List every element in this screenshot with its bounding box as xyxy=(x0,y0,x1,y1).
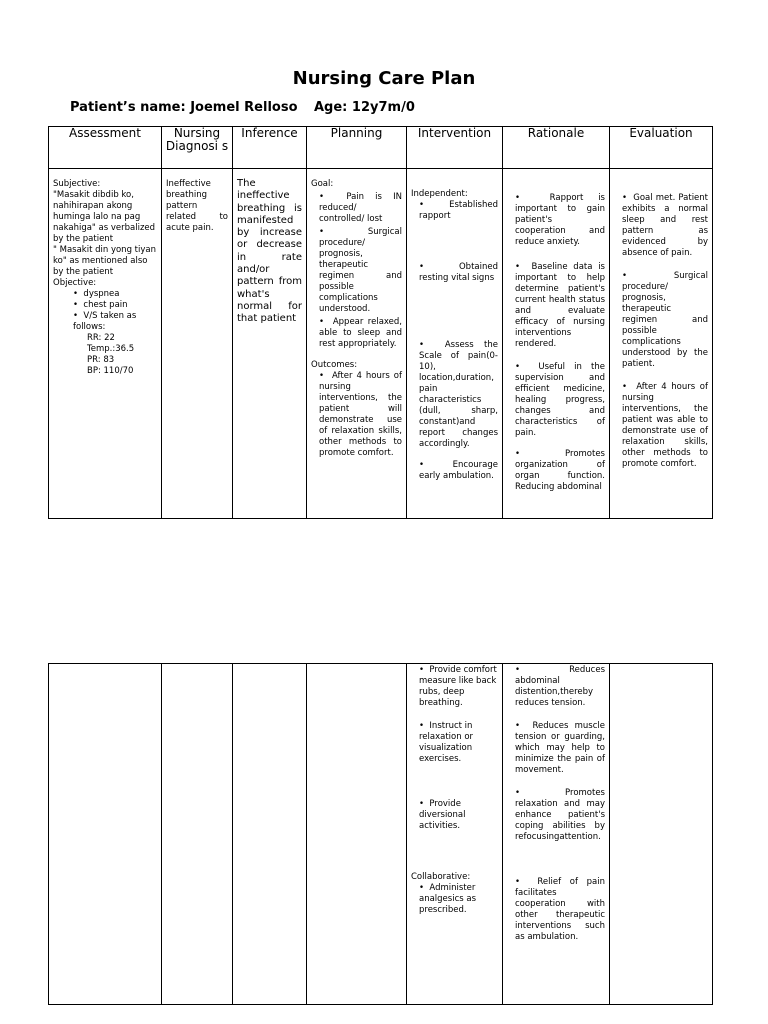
goal-item: • Pain is IN reduced/ controlled/ lost xyxy=(311,192,402,225)
care-plan-continuation-table xyxy=(48,663,713,1005)
header-intervention: Intervention xyxy=(407,127,503,169)
intervention-cell xyxy=(407,664,503,1005)
evaluation-item: • After 4 hours of nursing interventions, the patient was able to demonstrate use of relaxation skills, other methods to promote comfort. xyxy=(614,382,708,470)
intervention-item: • Established rapport xyxy=(411,200,498,222)
evaluation-cell xyxy=(610,664,713,1005)
objective-item: • V/S taken as follows: xyxy=(53,311,157,333)
intervention-item: • Provide diversional activities. xyxy=(411,799,498,832)
diagnosis-cell xyxy=(162,664,233,1005)
assessment-cell xyxy=(49,664,162,1005)
intervention-cell xyxy=(407,169,503,519)
evaluation-item: • Surgical procedure/ prognosis, therapeutic regimen and possible complications understood by the patient. xyxy=(614,271,708,370)
rationale-item: • Promotes organization of organ function. Reducing abdominal xyxy=(507,449,605,493)
vital-bp: BP: 110/70 xyxy=(87,366,134,376)
outcomes-label: Outcomes: xyxy=(311,360,358,370)
intervention-item: • Assess the Scale of pain(0-10), location,duration, pain characteristics (dull, sharp, constant)and report changes accordingly. xyxy=(411,340,498,450)
independent-label: Independent: xyxy=(411,189,468,199)
objective-item: • chest pain xyxy=(53,300,157,311)
inference-text: The ineffective breathing is manifested by increase or decrease in rate and/or pattern from what's normal for that patient xyxy=(237,178,302,325)
subjective-statement-1: "Masakit dibdib ko, nahihirapan akong huminga lalo na pag nakahiga" as verbalized by the patient xyxy=(53,190,156,244)
subjective-label: Subjective: xyxy=(53,179,101,189)
patient-age: Age: 12y7m/0 xyxy=(314,100,415,115)
header-rationale: Rationale xyxy=(503,127,610,169)
rationale-item: • Baseline data is important to help determine patient's current health status and evaluate efficacy of nursing interventions rendered. xyxy=(507,262,605,350)
intervention-item: • Instruct in relaxation or visualization exercises. xyxy=(411,721,498,765)
assessment-cell xyxy=(49,169,162,519)
header-evaluation: Evaluation xyxy=(610,127,713,169)
inference-cell xyxy=(233,169,307,519)
inference-cell xyxy=(233,664,307,1005)
goal-item: • Appear relaxed, able to sleep and rest appropriately. xyxy=(311,317,402,350)
continuation-row xyxy=(49,664,713,1005)
vital-pr: PR: 83 xyxy=(87,355,115,365)
rationale-item: • Relief of pain facilitates cooperation with other therapeutic interventions such as ambulation. xyxy=(507,877,605,943)
patient-name: Patient’s name: Joemel Relloso xyxy=(70,100,298,115)
rationale-item: • Reduces abdominal distention,thereby reduces tension. xyxy=(507,665,605,709)
diagnosis-cell xyxy=(162,169,233,519)
vital-rr: RR: 22 xyxy=(87,333,115,343)
rationale-cell xyxy=(503,169,610,519)
planning-cell xyxy=(307,169,407,519)
objective-label: Objective: xyxy=(53,278,97,288)
rationale-item: • Reduces muscle tension or guarding, which may help to minimize the pain of movement. xyxy=(507,721,605,776)
rationale-cell xyxy=(503,664,610,1005)
goal-item: • Surgical procedure/ prognosis, therapeutic regimen and possible complications understood. xyxy=(311,227,402,315)
care-plan-table xyxy=(48,126,713,519)
plan-row xyxy=(49,169,713,519)
evaluation-item: • Goal met. Patient exhibits a normal sleep and rest pattern as evidenced by absence of pain. xyxy=(614,193,708,259)
subjective-statement-2: " Masakit din yong tiyan ko" as mentioned also by the patient xyxy=(53,245,156,277)
page-title: Nursing Care Plan xyxy=(292,68,476,89)
nursing-diagnosis-text: Ineffective breathing pattern related to acute pain. xyxy=(166,179,228,233)
vital-temp: Temp.:36.5 xyxy=(87,344,135,354)
rationale-item: • Promotes relaxation and may enhance patient's coping abilities by refocusingattention. xyxy=(507,788,605,843)
header-nursing-diagnosis: Nursing Diagnosi s xyxy=(162,127,233,169)
goal-label: Goal: xyxy=(311,179,334,189)
intervention-item: • Encourage early ambulation. xyxy=(411,460,498,482)
header-inference: Inference xyxy=(233,127,307,169)
header-planning: Planning xyxy=(307,127,407,169)
objective-item: • dyspnea xyxy=(53,289,157,300)
intervention-item: • Administer analgesics as prescribed. xyxy=(411,883,498,916)
header-row xyxy=(49,127,713,169)
intervention-item: • Obtained resting vital signs xyxy=(411,262,498,284)
planning-cell xyxy=(307,664,407,1005)
intervention-item: • Provide comfort measure like back rubs, deep breathing. xyxy=(411,665,498,709)
evaluation-cell xyxy=(610,169,713,519)
collaborative-label: Collaborative: xyxy=(411,872,471,882)
outcome-item: • After 4 hours of nursing interventions, the patient will demonstrate use of relaxation skills, other methods to promote comfort. xyxy=(311,371,402,459)
header-assessment: Assessment xyxy=(49,127,162,169)
rationale-item: • Useful in the supervision and efficient medicine, healing progress, changes and characteristics of pain. xyxy=(507,362,605,439)
rationale-item: • Rapport is important to gain patient's cooperation and reduce anxiety. xyxy=(507,193,605,248)
